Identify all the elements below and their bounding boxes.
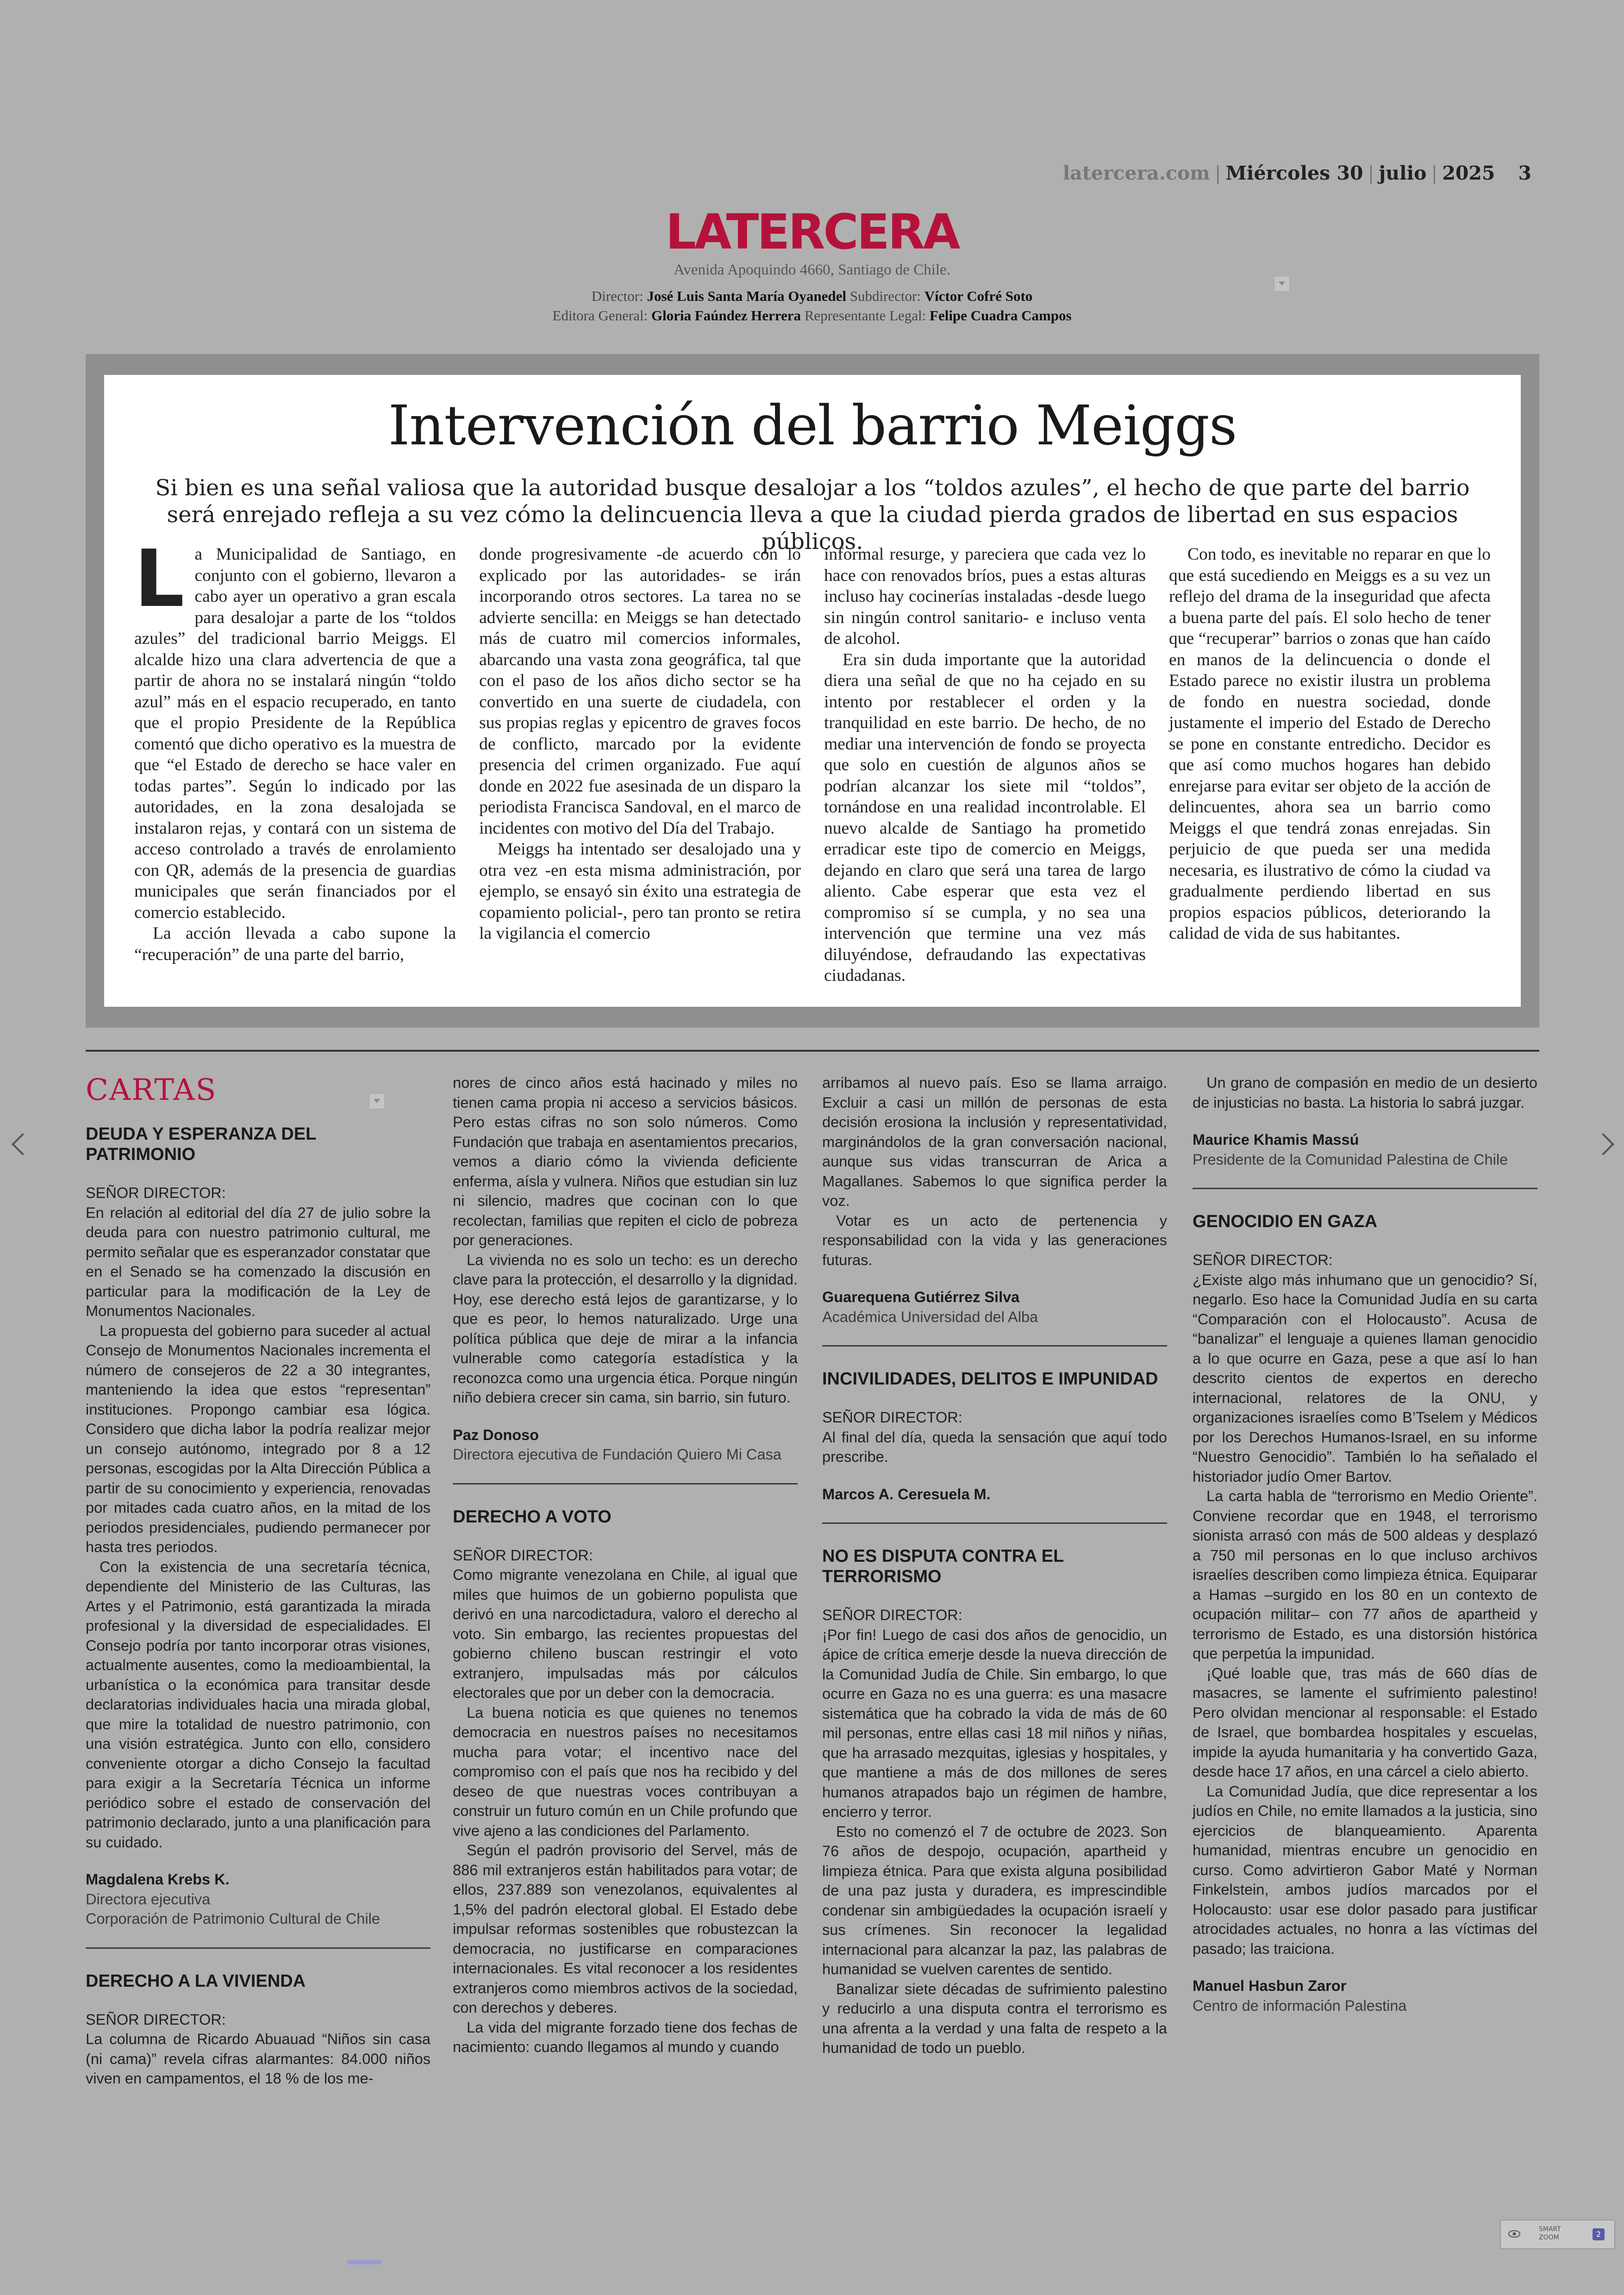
letter-author-role: Presidente de la Comunidad Palestina de Chile — [1193, 1151, 1508, 1168]
page-scrollbar[interactable] — [347, 2260, 382, 2264]
letters-column-4: Un grano de compasión en medio de un desierto de injusticias no basta. La historia lo sabrá juzgar. Maurice Khamis Massú Presidente de la Comunidad Palestina de Chile GENOCIDIO EN GAZA SEÑOR DIRECTOR: ¿Existe algo más inhumano que un genocidio? Sí, negarlo. Eso hace la Comunidad Judía en su carta “Comparación con el Holocausto”. Acusa de “banalizar” el lenguaje a quienes llaman genocidio a lo que ocurre en Gaza, pese a que así lo han descrito cientos de expertos en derecho internacional, relatores de la ONU, y organizaciones israelíes como B’Tselem y Médicos por los Derechos Humanos-Israel, en su informe “Nuestro Genocidio”. También lo ha señalado el historiador judío Omer Bartov. La carta habla de “terrorismo en Medio Oriente”. Conviene recordar que en 1948, el terrorismo sionista arrasó con más de 500 aldeas y desplazó a 750 mil personas en lo que incluso archivos israelíes describen como limpieza étnica. Equiparar a Hamas –surgido en los 80 en un contexto de ocupación militar– con 77 años de apartheid y terrorismo de Estado, es una distorsión histórica que perpetúa la impunidad. ¡Qué loable que, tras más de 660 días de masacres, se lamente el sufrimiento palestino! Pero olvidan mencionar al responsable: el Estado de Israel, que bombardea hospitales y escuelas, impide la ayuda humanitaria y ha convertido Gaza, desde hace 17 años, en una cárcel a cielo abierto. La Comunidad Judía, que dice representar a los judíos en Chile, no emite llamados a la justicia, sino ejercicios de blanqueamiento. Aparenta humanidad, mientras encubre un genocidio en curso. Como advirtieron Gabor Maté y Norman Finkelstein, ambos judíos marcados por el Holocausto: usar ese dolor pasado para justificar atrocidades actuales, no honra a las víctimas del pasado; las traiciona. Manuel Hasbun Zaror Centro de información Palestina — [1193, 1073, 1537, 2015]
masthead-editors: Editora General: Gloria Faúndez Herrera Representante Legal: Felipe Cuadra Campos — [552, 307, 1072, 324]
letter-author-role: Académica Universidad del Alba — [822, 1308, 1038, 1325]
letter-separator — [86, 1947, 431, 1949]
date-month: julio — [1379, 162, 1427, 184]
letters-column-2: nores de cinco años está hacinado y miles no tienen cama propia ni acceso a servicios básicos. Pero estas cifras no son solo números. Como Fundación que trabaja en asentamientos precarios, vemos a diario cómo la vivienda deficiente enferma, aísla y vulnera. Niños que estudian sin luz ni silencio, madres que cocinan con lo que recolectan, familias que repiten el ciclo de pobreza por generaciones. La vivienda no es solo un techo: es un derecho clave para la protección, el desarrollo y la dignidad. Hoy, ese derecho está lejos de garantizarse, y lo que es peor, lo hemos naturalizado. Urge una política pública que deje de mirar a la infancia vulnerable como categoría estadística y la reconozca como una urgencia ética. Porque ningún niño debiera crecer sin cama, sin barrio, sin futuro. Paz Donoso Directora ejecutiva de Fundación Quiero Mi Casa DERECHO A VOTO SEÑOR DIRECTOR: Como migrante venezolana en Chile, al igual que miles que huimos de un gobierno populista que derivó en una narcodictadura, valoro el derecho al voto. Sin embargo, las recientes propuestas del gobierno chileno buscan restringir el voto extranjero, impulsadas más por cálculos electorales que por un deber con la democracia. La buena noticia es que quienes no tenemos democracia en nuestros países no necesitamos mucha para votar; el incentivo nace del compromiso con el país que nos ha recibido y del deseo de que nuestras voces contribuyan a construir un futuro común en un Chile profundo que vive ajeno a las condiciones del Parlamento. Según el padrón provisorio del Servel, más de 886 mil extranjeros están habilitados para votar; de ellos, 237.889 son venezolanos, equivalentes al 1,5% del padrón electoral global. El Estado debe impulsar reformas sostenibles que robustezcan la democracia, no justificarse en comparaciones internacionales. Es vital reconocer a los residentes extranjeros como miembros activos de la sociedad, con derechos y deberes. La vida del migrante forzado tiene dos fechas de nacimiento: cuando llegamos al mundo y cuando — [453, 1074, 798, 2055]
salutation: SEÑOR DIRECTOR: — [86, 1185, 226, 1201]
letter-author: Paz Donoso — [453, 1426, 539, 1443]
letter-separator — [1193, 1188, 1537, 1189]
editorial-body — [134, 533, 1491, 988]
letter-separator — [453, 1483, 798, 1484]
smart-zoom-label-2: ZOOM — [1539, 2234, 1559, 2241]
masthead-directors: Director: José Luis Santa María Oyanedel Subdirector: Víctor Cofré Soto — [591, 288, 1033, 304]
letter-title: DEUDA Y ESPERANZA DEL PATRIMONIO — [86, 1124, 316, 1164]
editorial-column-1: La Municipalidad de Santiago, en conjunto con el gobierno, llevaron a cabo ayer un operativo a gran escala para desalojar a parte de los “toldos azules” del tradicional barrio Meiggs. El alcalde hizo una clara advertencia de que a partir de ahora no se instalará ningún “toldo azul” más en el espacio recuperado, en tanto que el propio Presidente de la República comentó que dicho operativo es la muestra de que “el Estado de derecho se hace valer en todas partes”. Según lo indicado por las autoridades, en la zona desalojada se instalaron rejas, y contará con un sistema de acceso controlado a través de enrolamiento con QR, además de la presencia de guardias municipales que serán financiados por el comercio establecido. La acción llevada a cabo supone la “recuperación” de una parte del barrio, — [134, 533, 456, 964]
letter-author-org: Corporación de Patrimonio Cultural de Chile — [86, 1910, 380, 1927]
editorial-column-2: donde progresivamente -de acuerdo con lo explicado por las autoridades- se irán incorporando otros sectores. La tarea no se advierte sencilla: en Meiggs se han detectado más de cuatro mil comercios informales, abarcando una vasta zona geográfica, tal que con el paso de los años dicho sector se ha convertido en una suerte de ciudadela, con sus propias reglas y epicentro de graves focos de conflicto, marcado por la evidente presencia del crimen organizado. Fue aquí donde en 2022 fue asesinada de un disparo la periodista Francisca Sandoval, en el marco de incidentes con motivo del Día del Trabajo. Meiggs ha intentado ser desalojado una y otra vez -en esta misma administración, por ejemplo, se ensayó sin éxito una estrategia de copamiento policial-, pero tan pronto se retira la vigilancia el comercio — [479, 545, 801, 943]
letter-author: Marcos A. Ceresuela M. — [822, 1485, 991, 1503]
letter-author-role: Centro de información Palestina — [1193, 1997, 1407, 2014]
editorial-subtitle: Si bien es una señal valiosa que la autoridad busque desalojar a los “toldos azules”, el hecho de que parte del barrio será enrejado refleja a su vez cómo la delincuencia lleva a que la ciudad pierda grados de libertad en sus espacios públicos. — [155, 475, 1470, 555]
smart-zoom-button[interactable] — [1500, 2220, 1615, 2249]
letter-author-role: Directora ejecutiva de Fundación Quiero Mi Casa — [453, 1446, 781, 1463]
letter-title: NO ES DISPUTA CONTRA EL TERRORISMO — [822, 1547, 1064, 1586]
salutation: SEÑOR DIRECTOR: — [453, 1547, 593, 1564]
letter-separator — [822, 1345, 1167, 1347]
letter-separator — [822, 1522, 1167, 1524]
letter-author: Maurice Khamis Massú — [1193, 1131, 1359, 1148]
salutation: SEÑOR DIRECTOR: — [822, 1607, 962, 1623]
eye-icon — [1508, 2230, 1520, 2238]
smart-zoom-badge: 2 — [1593, 2228, 1605, 2240]
date-year: 2025 — [1442, 162, 1495, 184]
editorial[interactable] — [104, 375, 1521, 1007]
letter-title: DERECHO A LA VIVIENDA — [86, 1971, 306, 1991]
letter-title: DERECHO A VOTO — [453, 1507, 612, 1527]
letters-column-1: DEUDA Y ESPERANZA DEL PATRIMONIO SEÑOR DIRECTOR: En relación al editorial del día 27 de julio sobre la deuda para con nuestro patrimonio cultural, me permito señalar que es esperanzador constatar que en el Senado se ha comenzado la discusión en particular para la modificación de la Ley de Monumentos Nacionales. La propuesta del gobierno para suceder al actual Consejo de Monumentos Nacionales incrementa el número de consejeros de 22 a 30 integrantes, manteniendo la idea que estos “representan” instituciones. Propongo cambiar esa lógica. Considero que dicha labor la podría realizar mejor un consejo autónomo, integrado por 8 a 12 personas, escogidas por la Alta Dirección Pública a partir de su conocimiento y experiencia, renovadas por mitades cada cuatro años, en la mitad de los periodos presidenciales, pudiendo permanecer por hasta tres periodos. Con la existencia de una secretaría técnica, dependiente del Ministerio de las Culturas, las Artes y el Patrimonio, está garantizada la mirada profesional y la diversidad de especialidades. El Consejo podría por tanto incorporar otras visiones, actualmente ausentes, como la medioambiental, la urbanística o la económica para transitar desde declaratorias individuales hacia una mirada global, que mire la totalidad de nuestro patrimonio, con una visión estratégica. Junto con ello, considero conveniente otorgar a dicho Consejo la facultad para exigir a la Secretaría Técnica un informe periódico sobre el estado de conservación del patrimonio declarado, junto a una planificación para su cuidado. Magdalena Krebs K. Directora ejecutiva Corporación de Patrimonio Cultural de Chile DERECHO A LA VIVIENDA SEÑOR DIRECTOR: La columna de Ricardo Abuauad “Niños sin casa (ni cama)” revela cifras alarmantes: 84.000 niños viven en campamentos, el 18 % de los me- — [86, 1124, 431, 2087]
salutation: SEÑOR DIRECTOR: — [822, 1409, 962, 1426]
letter-author-role: Directora ejecutiva — [86, 1890, 211, 1908]
page-number: 3 — [1518, 162, 1531, 184]
editorial-title: Intervención del barrio Meiggs — [388, 393, 1237, 457]
previous-page-chevron-icon[interactable] — [12, 1133, 34, 1155]
newspaper-address: Avenida Apoquindo 4660, Santiago de Chile. — [674, 262, 950, 278]
letter-author: Guarequena Gutiérrez Silva — [822, 1289, 1020, 1305]
date-day: Miércoles 30 — [1225, 162, 1363, 184]
letters-column-3: arribamos al nuevo país. Eso se llama arraigo. Excluir a casi un millón de personas de esta decisión erosiona la inclusión y representatividad, marginándolos de la gran conversación nacional, aunque sus vidas transcurran de Arica a Magallanes. Sabemos lo que significa perder la voz. Votar es un acto de pertenencia y responsabilidad con la vida y las generaciones futuras. Guarequena Gutiérrez Silva Académica Universidad del Alba INCIVILIDADES, DELITOS E IMPUNIDAD SEÑOR DIRECTOR: Al final del día, queda la sensación que aquí todo prescribe. Marcos A. Ceresuela M. NO ES DISPUTA CONTRA EL TERRORISMO SEÑOR DIRECTOR: ¡Por fin! Luego de casi dos años de genocidio, un ápice de crítica emerje desde la nueva dirección de la Comunidad Judía de Chile. Sin embargo, lo que ocurre en Gaza no es una guerra: es una masacre sistemática que ha cobrado la vida de más de 60 mil personas, entre ellas casi 18 mil niños y niñas, que ha arrasado mezquitas, iglesias y hospitales, y que mantiene a más de dos millones de seres humanos atrapados bajo un régimen de hambre, encierro y terror. Esto no comenzó el 7 de octubre de 2023. Son 76 años de despojo, ocupación, apartheid y limpieza étnica. Para que exista alguna posibilidad de una paz justa y duradera, es imprescindible condenar sin ambigüedades la ocupación israelí y sus crímenes. Sin reconocer la legalidad internacional para alcanzar la paz, las palabras de humanidad se vuelven carentes de sentido. Banalizar siete décadas de sufrimiento palestino y reducirlo a una disputa contra el terrorismo es una afrenta a la verdad y una falta de respeto a la humanidad de todo un pueblo. — [822, 1074, 1167, 2056]
article-expand-icon[interactable] — [1274, 276, 1290, 292]
section-divider — [86, 1050, 1539, 1052]
next-page-chevron-icon[interactable] — [1592, 1133, 1614, 1155]
cartas-expand-icon[interactable] — [369, 1093, 385, 1109]
letter-author: Magdalena Krebs K. — [86, 1871, 230, 1888]
editorial-column-3: informal resurge, y pareciera que cada vez lo hace con renovados bríos, pues a estas alturas incluso hay cocinerías instaladas -desde luego sin ningún control sanitario- e incluso venta de alcohol. Era sin duda importante que la autoridad diera una señal de que no ha cejado en su intento por restablecer el orden y la tranquilidad en este barrio. De hecho, de no mediar una intervención de fondo se proyecta que solo en cuestión de algunos años se podrían alcanzar los siete mil “toldos”, tornándose en una realidad incontrolable. El nuevo alcalde de Santiago ha prometido erradicar este tipo de comercio en Meiggs, dejando en claro que será una tarea de largo aliento. Cabe esperar que esta vez el compromiso sí se cumpla, y no sea una intervención que termine una vez más diluyéndose, defraudando las expectativas ciudadanas. — [824, 545, 1146, 985]
cartas-section-title: CARTAS — [86, 1073, 217, 1107]
salutation: SEÑOR DIRECTOR: — [86, 2011, 226, 2028]
letter-title: GENOCIDIO EN GAZA — [1193, 1212, 1378, 1231]
dateline: latercera.com | Miércoles 30 | julio | 2025 3 — [1062, 162, 1531, 184]
editorial-column-4: Con todo, es inevitable no reparar en que lo que está sucediendo en Meiggs es a su vez un reflejo del drama de la inseguridad que afecta a buena parte del país. El solo hecho de tener que “recuperar” barrios o zonas que han caído en manos de la delincuencia o donde el Estado parece no existir ilustra un problema de fondo en nuestra sociedad, donde justamente el imperio del Estado de Derecho se pone en constante entredicho. Decidor es que así como muchos hogares han debido enrejarse para evitar ser objeto de la acción de delincuentes, ahora sea un barrio como Meiggs el que tendrá zonas enrejadas. Sin perjuicio de que pueda ser una medida necesaria, es ilustrativo de cómo la ciudad va gradualmente perdiendo libertad en sus propios espacios públicos, deteriorando la calidad de vida de sus habitantes. — [1169, 545, 1491, 943]
letter-title: INCIVILIDADES, DELITOS E IMPUNIDAD — [822, 1369, 1158, 1389]
drop-cap: L — [134, 533, 185, 625]
smart-zoom-label-1: SMART — [1539, 2226, 1561, 2233]
salutation: SEÑOR DIRECTOR: — [1193, 1252, 1333, 1268]
newspaper-logo: LATERCERA — [665, 204, 959, 260]
site-name: latercera.com — [1062, 162, 1210, 184]
letter-author: Manuel Hasbun Zaror — [1193, 1977, 1347, 1994]
